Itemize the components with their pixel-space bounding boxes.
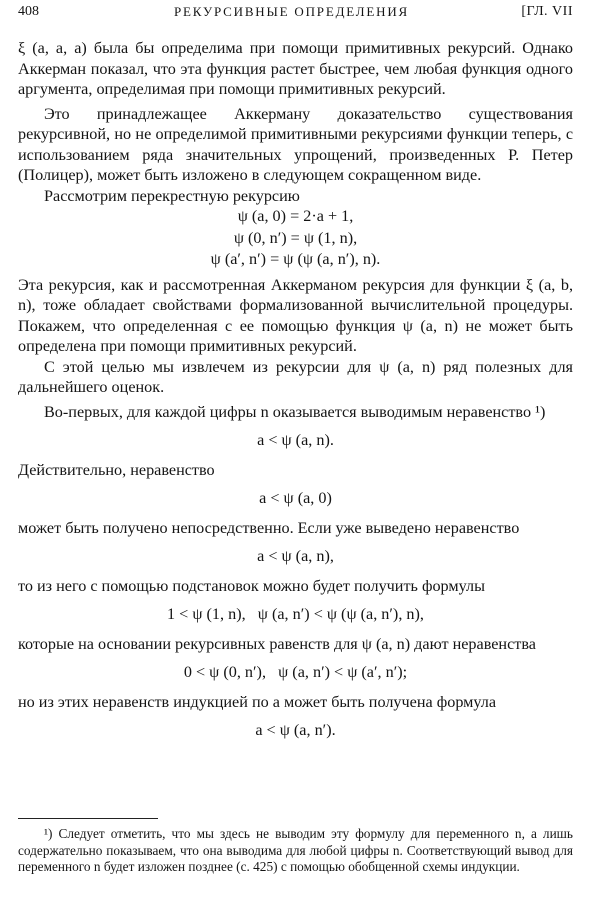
paragraph-3: Рассмотрим перекрестную рекурсию <box>44 186 300 205</box>
formula-inequality-3: a < ψ (a, n), <box>257 547 334 565</box>
running-title: РЕКУРСИВНЫЕ ОПРЕДЕЛЕНИЯ <box>174 4 410 19</box>
paragraph-2: Это принадлежащее Аккерману доказательство существования рекурсивной, но не определимой примитивными рекурсиями функции теперь, с использованием ряда значительных упрощений, произведенных Р. Петер (Полицер), может быть изложено в следующем сокращенном виде. <box>18 104 573 184</box>
paragraph-9: то из него с помощью подстановок можно будет получить формулы <box>18 576 485 595</box>
page-body <box>18 38 573 742</box>
running-header <box>18 4 573 24</box>
page-number: 408 <box>18 4 39 19</box>
formula-inequality-1: a < ψ (a, n). <box>257 431 334 449</box>
formula-inequalities: 0 < ψ (0, n′), ψ (a, n′) < ψ (a′, n′); <box>183 663 408 681</box>
formula-substitution: 1 < ψ (1, n), ψ (a, n′) < ψ (ψ (a, n′), n), <box>167 605 424 623</box>
formula-recursion-3: ψ (a′, n′) = ψ (ψ (a, n′), n). <box>210 250 381 268</box>
formula-recursion-2: ψ (0, n′) = ψ (1, n), <box>233 228 358 247</box>
footnote: ¹) Следует отметить, что мы здесь не выводим эту формулу для переменного n, а лишь содержательно показываем, что она выводима для любой цифры n. Соответствующий вывод для переменного n будет изложен позднее (с. 425) с помощью обобщенной схемы индукции. <box>18 826 573 874</box>
paragraph-6: Во-первых, для каждой цифры n оказывается выводимым неравенство ¹) <box>44 402 546 421</box>
paragraph-10: которые на основании рекурсивных равенств для ψ (a, n) дают неравенства <box>18 634 536 653</box>
paragraph-8: может быть получено непосредственно. Если уже выведено неравенство <box>18 518 520 537</box>
paragraph-1: ξ (a, a, a) была бы определима при помощи примитивных рекурсий. Однако Аккерман показал, что эта функция растет быстрее, чем любая функция одного аргумента, определимая при помощи примитивных рекурсий. <box>18 39 573 98</box>
paragraph-7: Действительно, неравенство <box>18 460 215 479</box>
paragraph-4: Эта рекурсия, как и рассмотренная Аккерманом рекурсия для функции ξ (a, b, n), тоже обладает свойствами формализованной вычислительной процедуры. Покажем, что определенная с ее помощью функция ψ (a, n) не может быть определена при помощи примитивных рекурсий. <box>18 275 573 355</box>
paragraph-5: С этой целью мы извлечем из рекурсии для ψ (a, n) ряд полезных для дальнейшего оценок. <box>18 357 573 396</box>
footnote-divider <box>18 818 158 819</box>
formula-final: a < ψ (a, n′). <box>255 721 336 739</box>
formula-inequality-2: a < ψ (a, 0) <box>259 489 332 507</box>
formula-recursion-1: ψ (a, 0) = 2·a + 1, <box>237 207 354 225</box>
paragraph-11: но из этих неравенств индукцией по a может быть получена формула <box>18 692 497 711</box>
chapter-label: [ГЛ. VII <box>521 4 573 19</box>
